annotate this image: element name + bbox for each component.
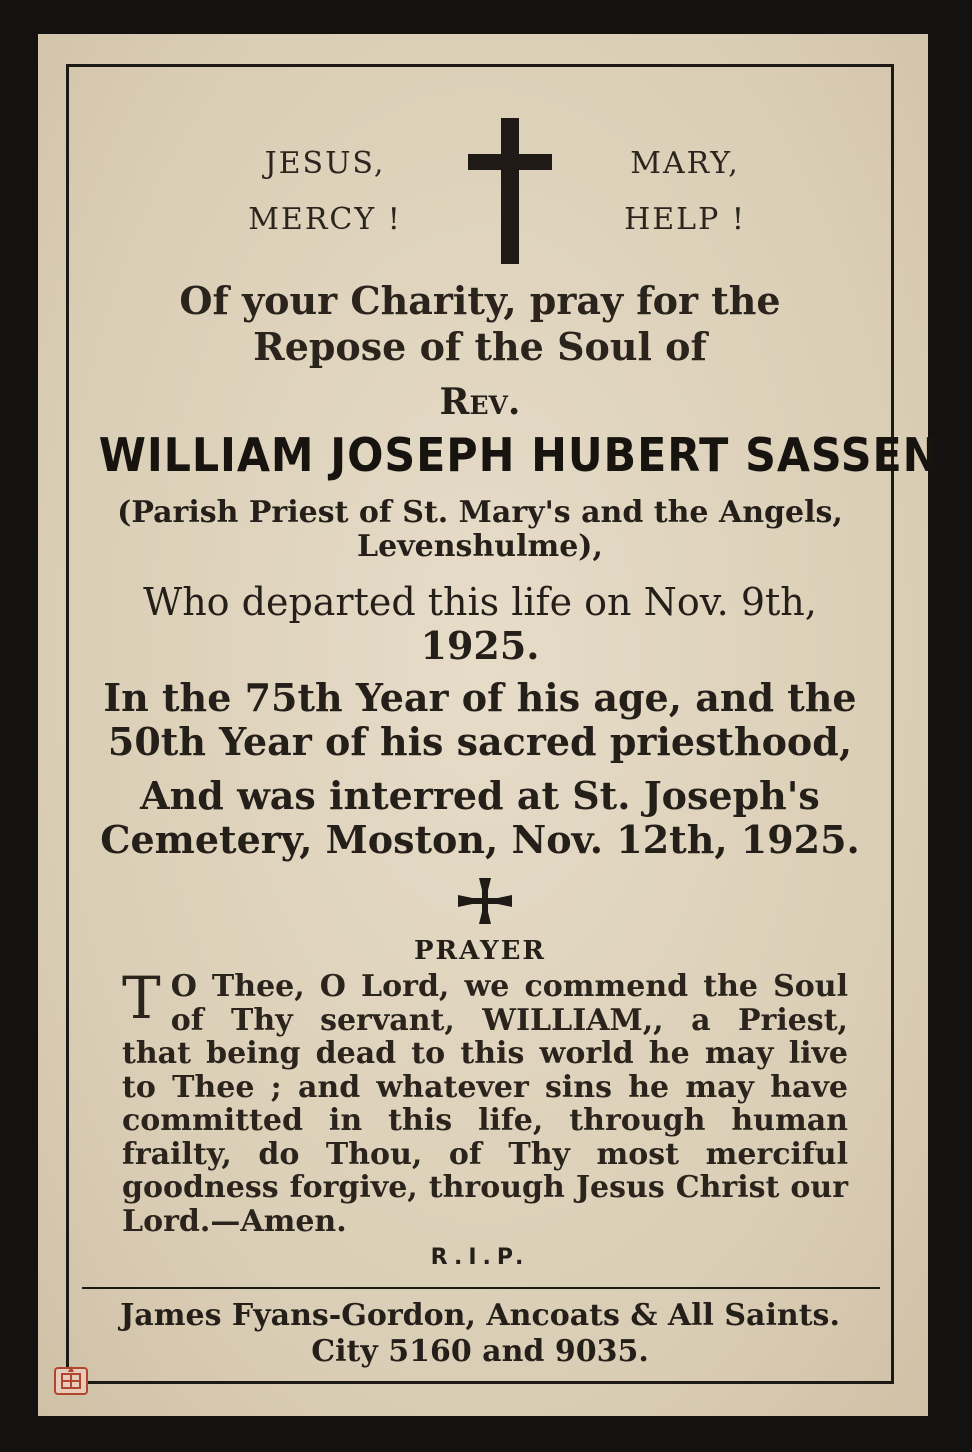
prayer-line-4: to Thee ; and whatever sins he may have (122, 1069, 848, 1105)
parish-line-2: Levenshulme), (357, 529, 603, 564)
crest-seal-icon (52, 1362, 90, 1398)
invocation-right-line-2: HELP ! (624, 202, 746, 237)
printer-line-1: James Fyans-Gordon, Ancoats & All Saints. (120, 1298, 840, 1333)
age-line-1: In the 75th Year of his age, and the (103, 675, 857, 720)
parish-text (70, 496, 890, 564)
invocation-left-line-1: JESUS, (264, 146, 386, 181)
prayer-line-1: O Thee, O Lord, we commend the Soul (170, 969, 848, 1004)
interred-line-1: And was interred at St. Joseph's (140, 773, 820, 818)
prayer-line-7: goodness forgive, through Jesus Christ our (122, 1170, 848, 1205)
age-line-2: 50th Year of his sacred priesthood, (107, 719, 853, 764)
prayer-line-5: committed in this life, through human (122, 1103, 848, 1138)
invocation-right (570, 136, 800, 248)
maltese-cross-icon (458, 878, 512, 924)
age-text (70, 676, 890, 764)
prayer-text (122, 964, 848, 1239)
prayer-line-2: of Thy servant, WILLIAM,, a Priest, (170, 1002, 848, 1038)
latin-cross-icon (468, 118, 552, 264)
prayer-heading: PRAYER (413, 936, 547, 966)
invocation-right-line-1: MARY, (630, 146, 740, 181)
departed-line-1: Who departed this life on Nov. 9th, (143, 580, 817, 624)
interred-line-2: Cemetery, Moston, Nov. 12th, 1925. (100, 817, 860, 862)
prayer-line-6: frailty, do Thou, of Thy most merciful (122, 1136, 848, 1172)
prayer-line-3: that being dead to this world he may live (122, 1036, 848, 1071)
printer-imprint (70, 1298, 890, 1370)
footer-divider (82, 1287, 880, 1289)
interred-text (70, 774, 890, 862)
deceased-name: WILLIAM JOSEPH HUBERT SASSEN (98, 428, 940, 482)
departed-line-2: 1925. (420, 623, 540, 668)
prayer-dropcap: T (122, 964, 161, 1032)
parish-line-1: (Parish Priest of St. Mary's and the Angels, (117, 495, 843, 530)
prayer-line-8: Lord.—Amen. (122, 1203, 347, 1239)
invocation-left (210, 136, 440, 248)
invocation-left-line-2: MERCY ! (248, 202, 402, 237)
rip-text: R.I.P. (430, 1245, 530, 1270)
printer-line-2: City 5160 and 9035. (311, 1334, 649, 1369)
intro-text (70, 278, 890, 370)
intro-line-1: Of your Charity, pray for the (179, 278, 781, 323)
departed-text (70, 580, 890, 668)
intro-line-2: Repose of the Soul of (253, 324, 707, 369)
clerical-title: Rev. (439, 381, 521, 423)
